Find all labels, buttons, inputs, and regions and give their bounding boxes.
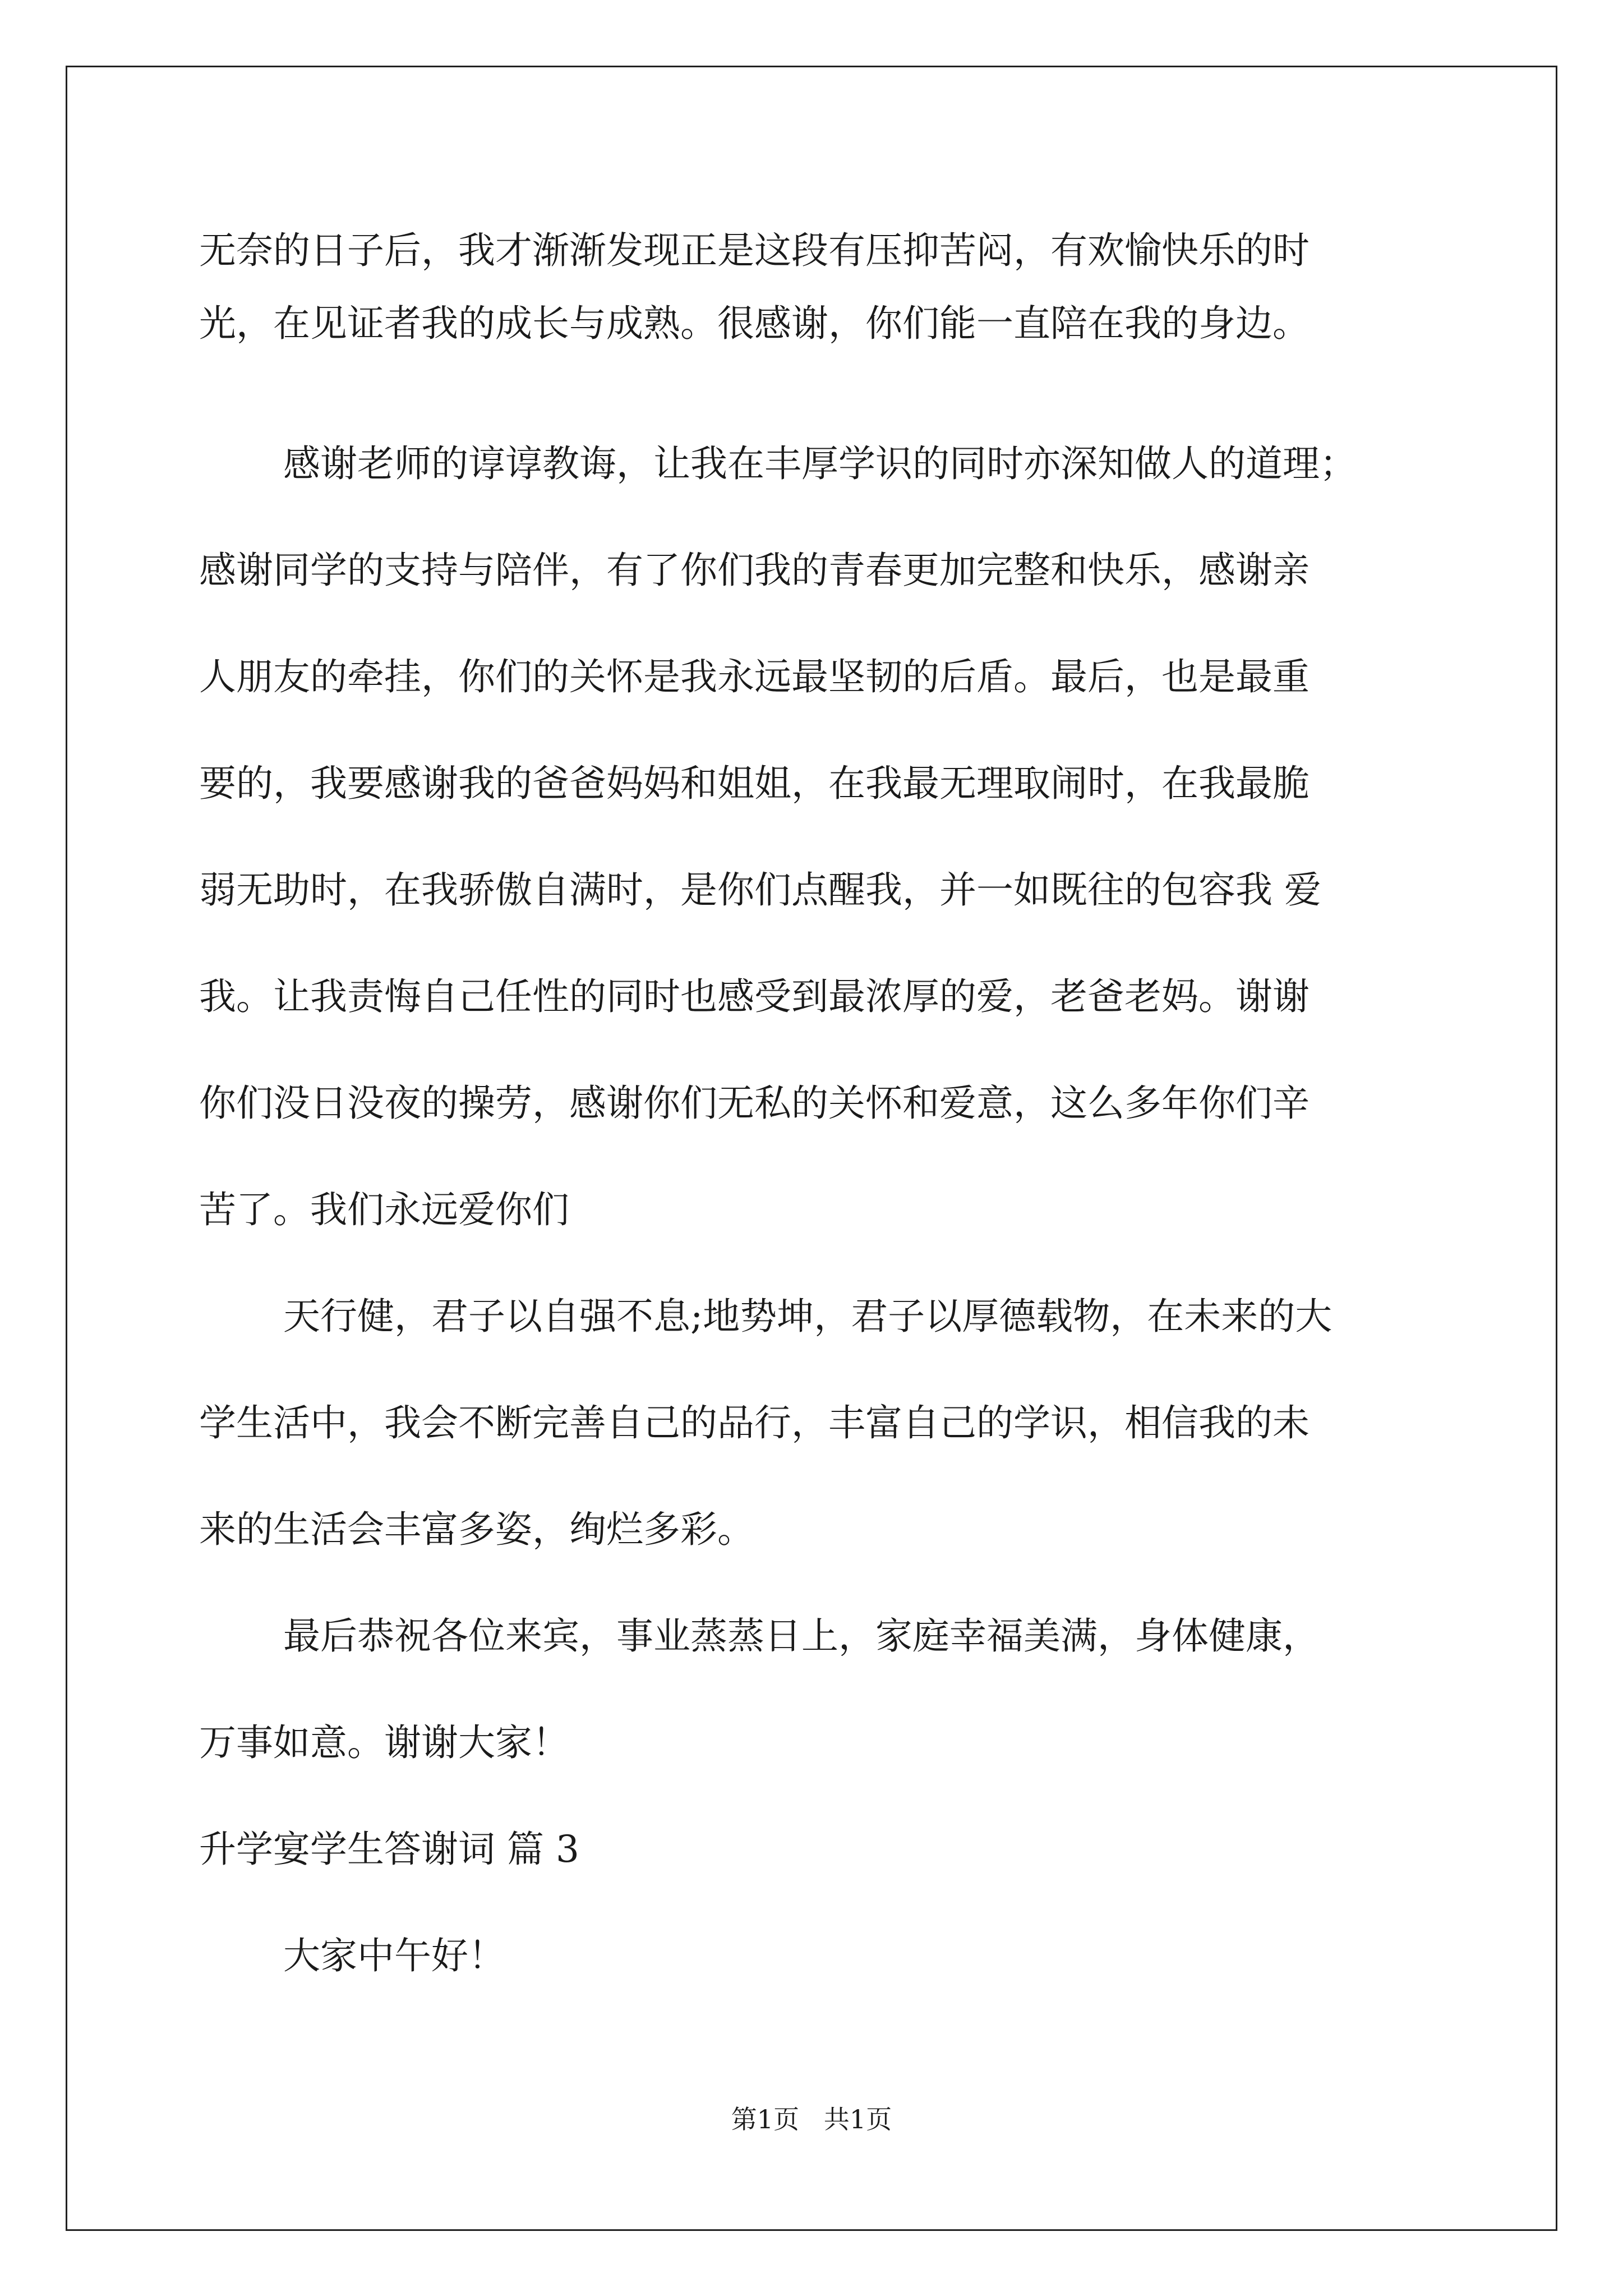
text-line: 要的，我要感谢我的爸爸妈妈和姐姐，在我最无理取闹时，在我最脆 xyxy=(199,762,1310,805)
greeting: 大家中午好！ xyxy=(283,1934,505,1977)
text-line: 光，在见证者我的成长与成熟。很感谢，你们能一直陪在我的身边。 xyxy=(199,302,1310,345)
text-line: 你们没日没夜的操劳，感谢你们无私的关怀和爱意，这么多年你们辛 xyxy=(199,1082,1310,1125)
section-heading: 升学宴学生答谢词 篇 3 xyxy=(199,1828,579,1871)
paragraph-start: 感谢老师的谆谆教诲，让我在丰厚学识的同时亦深知做人的道理； xyxy=(283,442,1357,485)
text-line: 万事如意。谢谢大家！ xyxy=(199,1721,569,1764)
text-line: 来的生活会丰富多姿，绚烂多彩。 xyxy=(199,1508,754,1551)
paragraph-start: 天行健，君子以自强不息;地势坤，君子以厚德载物，在未来的大 xyxy=(283,1295,1332,1338)
page-border xyxy=(66,66,1557,2231)
text-line: 感谢同学的支持与陪伴，有了你们我的青春更加完整和快乐，感谢亲 xyxy=(199,549,1310,592)
text-line: 人朋友的牵挂，你们的关怀是我永远最坚韧的后盾。最后，也是最重 xyxy=(199,655,1310,698)
page-footer: 第1页 共1页 xyxy=(731,2104,892,2134)
text-line: 弱无助时，在我骄傲自满时，是你们点醒我，并一如既往的包容我 爱 xyxy=(199,868,1321,912)
text-line: 无奈的日子后，我才渐渐发现正是这段有压抑苦闷，有欢愉快乐的时 xyxy=(199,229,1310,272)
paragraph-start: 最后恭祝各位来宾，事业蒸蒸日上，家庭幸福美满，身体健康， xyxy=(283,1614,1320,1658)
text-line: 我。让我责悔自己任性的同时也感受到最浓厚的爱，老爸老妈。谢谢 xyxy=(199,975,1310,1018)
text-line: 苦了。我们永远爱你们 xyxy=(199,1188,569,1231)
text-line: 学生活中，我会不断完善自己的品行，丰富自己的学识，相信我的未 xyxy=(199,1401,1310,1444)
